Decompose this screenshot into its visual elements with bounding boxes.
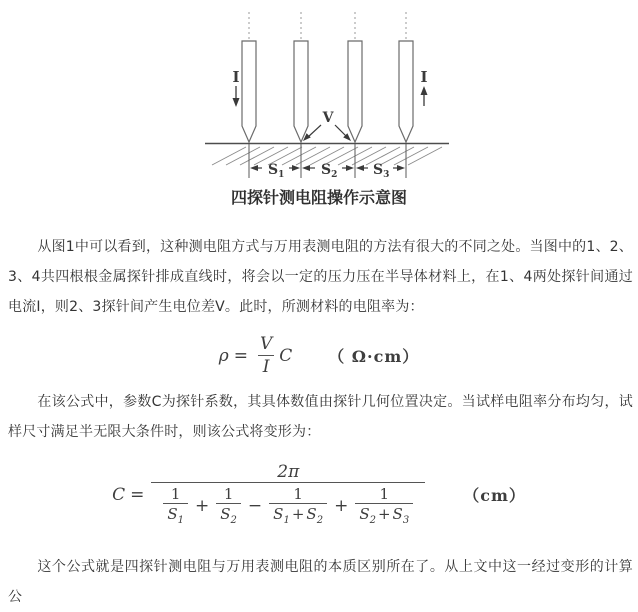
dimension-s1 xyxy=(250,162,300,180)
four-probe-diagram xyxy=(0,0,638,182)
equals-sign: = xyxy=(233,345,248,366)
coefficient-c: C xyxy=(279,345,293,366)
denominator-row xyxy=(151,482,425,526)
figure xyxy=(0,0,638,208)
numerator-v: V xyxy=(259,334,273,354)
figure-caption: 四探针测电阻操作示意图 xyxy=(230,188,407,207)
equals-sign: = xyxy=(130,484,145,505)
paragraph-coefficient: 在该公式中，参数C为探针系数，其具体数值由探针几何位置决定。当试样电阻率分布均匀，试样尺寸满足半无限大条件时，则该公式将变形为： xyxy=(8,393,633,440)
voltage-arrow-right-line xyxy=(335,125,346,136)
c-symbol: C xyxy=(112,484,126,505)
unit-cm: （cm） xyxy=(463,486,526,506)
current-left-label: I xyxy=(232,68,240,86)
arrow-down-icon xyxy=(233,98,240,107)
arrow-right-icon xyxy=(346,165,354,171)
probes xyxy=(242,41,413,142)
probe-4 xyxy=(399,41,413,142)
dimension-s3 xyxy=(356,162,405,180)
formula-resistivity xyxy=(0,335,638,377)
dimension-s2 xyxy=(302,162,354,180)
paragraph-intro: 从图1中可以看到，这种测电阻方式与万用表测电阻的方法有很大的不同之处。当图中的1、2、3、4共四根根金属探针排成直线时，将会以一定的压力压在半导体材料上，在1、4两处探针间通过电流I，则2、3探针间产生电位差V。此时，所测材料的电阻率为： xyxy=(8,239,633,315)
term-1-fraction: $\frac{1}{S_1}$ xyxy=(163,486,188,526)
paragraph-conclusion: 这个公式就是四探针测电阻与万用表测电阻的本质区别所在了。从上文中这一经过变形的计算公 xyxy=(8,559,633,606)
current-right-label: I xyxy=(420,68,428,86)
denominator-i: I xyxy=(258,355,275,377)
current-right xyxy=(420,68,427,106)
s1-label: $S_1$ xyxy=(268,162,285,180)
unit-ohm-cm: （ Ω·cm） xyxy=(328,347,420,367)
operator-plus: + xyxy=(195,496,210,517)
s3-label: $S_3$ xyxy=(373,162,390,180)
numerator-2pi: 2π xyxy=(277,461,300,482)
s2-label: $S_2$ xyxy=(321,162,338,180)
v-over-i-fraction xyxy=(255,335,277,377)
probe-2 xyxy=(294,41,308,142)
term-3-fraction: $\frac{1}{S_1 + S_2}$ xyxy=(269,486,327,526)
arrow-right-icon xyxy=(397,165,405,171)
arrow-up-icon xyxy=(421,86,428,95)
arrow-right-icon xyxy=(292,165,300,171)
term-2-fraction: $\frac{1}{S_2}$ xyxy=(216,486,241,526)
voltage-callout xyxy=(303,110,351,141)
formula-probe-coefficient xyxy=(0,463,638,527)
current-left xyxy=(232,68,239,107)
probe-3 xyxy=(348,41,362,142)
term-4-fraction: $\frac{1}{S_2 + S_3}$ xyxy=(355,486,413,526)
operator-minus: − xyxy=(247,496,263,517)
rho-symbol: ρ xyxy=(218,345,229,366)
voltage-arrow-left-line xyxy=(308,125,321,137)
voltage-label: V xyxy=(322,110,334,126)
big-fraction xyxy=(151,463,425,527)
probe-1 xyxy=(242,41,256,142)
operator-plus: + xyxy=(334,496,349,517)
